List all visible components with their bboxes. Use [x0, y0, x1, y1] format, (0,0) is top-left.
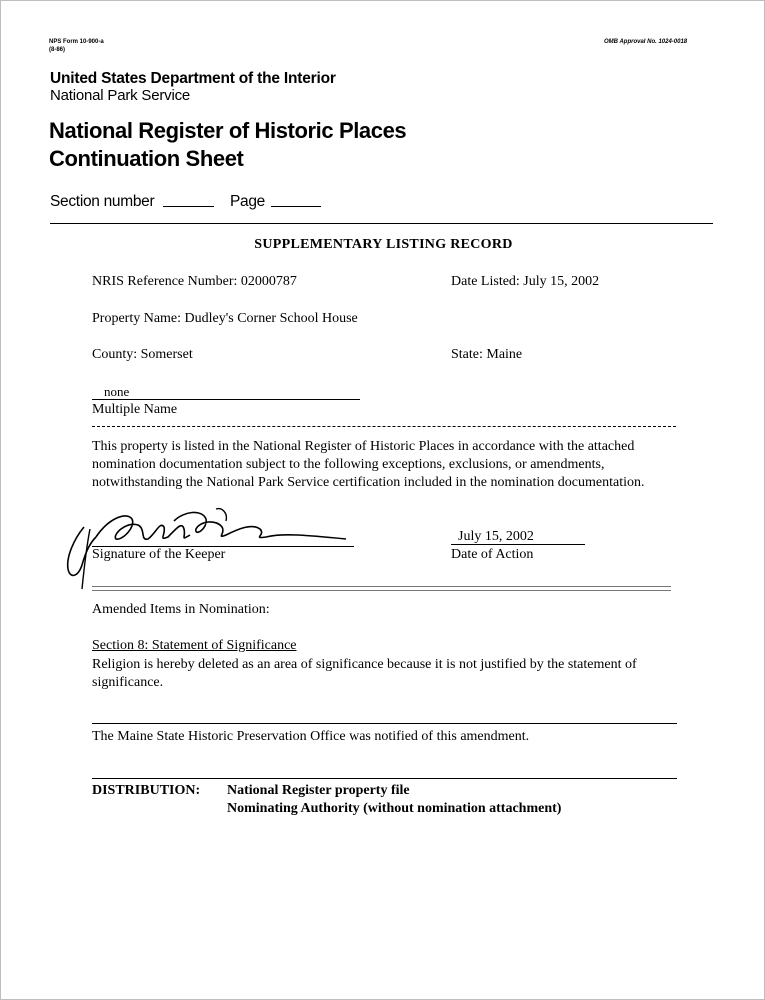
omb-approval: OMB Approval No. 1024-0018: [604, 39, 688, 45]
action-date: July 15, 2002: [458, 529, 534, 544]
record-title: SUPPLEMENTARY LISTING RECORD: [254, 237, 513, 252]
service-name: National Park Service: [50, 87, 191, 104]
action-date-line: [451, 544, 585, 545]
section-number-blank: [163, 206, 214, 207]
form-date: (8-86): [49, 47, 66, 53]
amended-items-heading: Amended Items in Nomination:: [92, 602, 270, 617]
distribution-item-2: Nominating Authority (without nomination attachment): [227, 801, 562, 816]
shpo-notification: The Maine State Historic Preservation Office was notified of this amendment.: [92, 729, 530, 744]
property-name: Property Name: Dudley's Corner School House: [92, 311, 358, 326]
state: State: Maine: [451, 347, 523, 362]
title-line-1: National Register of Historic Places: [49, 118, 407, 143]
double-divider: [92, 586, 671, 591]
date-listed: Date Listed: July 15, 2002: [451, 274, 600, 289]
amendment-divider: [92, 723, 677, 724]
department-name: United States Department of the Interior: [50, 70, 336, 87]
nris-reference: NRIS Reference Number: 02000787: [92, 274, 297, 289]
form-number: NPS Form 10-900-a: [49, 39, 104, 45]
section-number-label: Section number: [50, 193, 155, 210]
amendment-text: Religion is hereby deleted as an area of significance because it is not justified by the statement of significance.: [92, 657, 637, 690]
multiple-name-line: [92, 399, 360, 400]
dashed-divider: [92, 426, 676, 427]
distribution-label: DISTRIBUTION:: [92, 783, 201, 798]
distribution-item-1: National Register property file: [227, 783, 410, 798]
action-date-label: Date of Action: [451, 547, 534, 562]
form-id: [49, 38, 104, 54]
multiple-name-value: none: [104, 384, 130, 399]
listing-statement: This property is listed in the National Register of Historic Places in accordance with the attached nomination documentation subject to the following exceptions, exclusions, or amendments, notwithstanding the National Park Service certification included in the nomination documentation.: [92, 439, 645, 490]
title-line-2: Continuation Sheet: [49, 146, 244, 171]
signature-label: Signature of the Keeper: [92, 547, 226, 562]
header-divider: [50, 223, 713, 224]
distribution-divider: [92, 778, 677, 779]
county: County: Somerset: [92, 347, 193, 362]
multiple-name-label: Multiple Name: [92, 402, 178, 417]
page-title: [49, 117, 406, 173]
page-number-blank: [271, 206, 321, 207]
page-number-label: Page: [230, 193, 265, 210]
section-8-heading: Section 8: Statement of Significance: [92, 638, 297, 653]
